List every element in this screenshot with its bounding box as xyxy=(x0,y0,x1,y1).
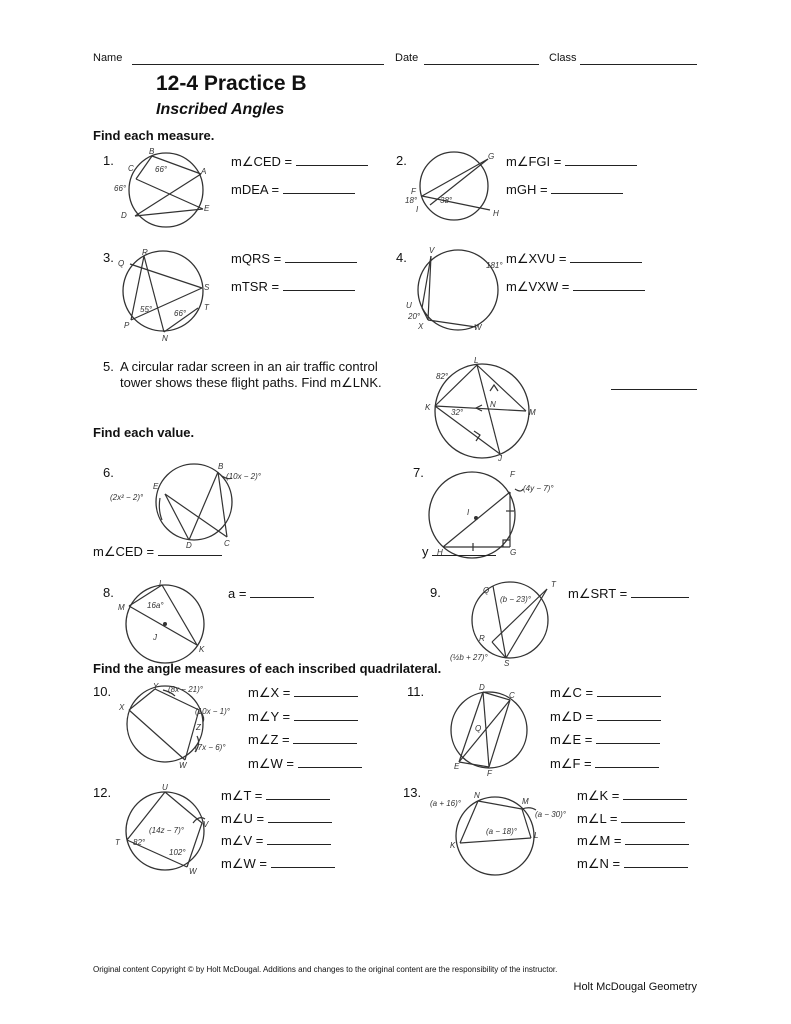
p10-prompt-4 xyxy=(248,755,362,772)
fig4-label-U: U xyxy=(406,301,412,310)
fig13-label-K: K xyxy=(450,841,456,850)
fig13-angle-3: (a − 18)° xyxy=(486,827,517,836)
p8-answer-1[interactable] xyxy=(250,585,314,598)
p3-prompt-1-text: mQRS = xyxy=(231,251,282,266)
p13-prompt-4-text: m∠N = xyxy=(577,856,621,871)
fig9-label-S: S xyxy=(504,659,510,668)
p1-answer-1[interactable] xyxy=(296,153,368,166)
p11-prompt-4-text: m∠F = xyxy=(550,756,592,771)
p12-prompt-1 xyxy=(221,787,330,804)
fig13-label-M: M xyxy=(522,797,529,806)
figure-11 xyxy=(445,682,535,778)
p6-answer-1[interactable] xyxy=(158,543,222,556)
p4-prompt-2-text: m∠VXW = xyxy=(506,279,570,294)
figure-12 xyxy=(113,785,218,877)
fig9-label-Q: Q xyxy=(483,586,490,595)
fig13-label-L: L xyxy=(534,831,539,840)
copyright-notice: Original content Copyright © by Holt McDougal. Additions and changes to the original content are the responsibility of the instructor. xyxy=(93,965,558,974)
p12-prompt-4 xyxy=(221,855,335,872)
problem-7-number: 7. xyxy=(413,465,424,480)
fig4-label-X: X xyxy=(418,322,424,331)
fig9-arc-2: (½b + 27)° xyxy=(450,653,488,662)
p10-prompt-3 xyxy=(248,731,357,748)
fig12-label-T: T xyxy=(115,838,120,847)
date-line[interactable] xyxy=(424,52,539,65)
p11-answer-1[interactable] xyxy=(597,684,661,697)
fig12-label-V: V xyxy=(203,820,209,829)
fig3-label-T: T xyxy=(204,303,209,312)
fig5-label-N: N xyxy=(490,400,496,409)
p2-prompt-2-text: mGH = xyxy=(506,182,548,197)
p2-prompt-2 xyxy=(506,181,623,197)
p5-answer[interactable] xyxy=(611,377,697,390)
p9-prompt-1 xyxy=(568,585,689,602)
p1-answer-2[interactable] xyxy=(283,181,355,194)
p1-prompt-1 xyxy=(231,153,368,170)
p8-prompt-1-text: a = xyxy=(228,586,247,601)
p2-answer-2[interactable] xyxy=(551,181,623,194)
fig7-label-H: H xyxy=(437,548,443,557)
fig12-label-U: U xyxy=(162,783,168,792)
fig10-angle-3: (7x − 6)° xyxy=(195,743,226,752)
fig9-label-R: R xyxy=(479,634,485,643)
p11-prompt-2 xyxy=(550,708,661,725)
p12-prompt-3 xyxy=(221,832,331,849)
problem-3-number: 3. xyxy=(103,250,114,265)
problem-10-number: 10. xyxy=(93,684,112,699)
date-label: Date xyxy=(395,52,419,64)
fig2-angle-1: 18° xyxy=(405,196,418,205)
fig10-label-Z: Z xyxy=(196,723,201,732)
figure-8 xyxy=(115,578,225,666)
p10-prompt-2-text: m∠Y = xyxy=(248,709,291,724)
fig6-label-D: D xyxy=(186,541,192,550)
p4-prompt-1 xyxy=(506,250,642,267)
p2-prompt-1 xyxy=(506,153,637,170)
fig12-label-W: W xyxy=(189,867,197,876)
fig2-label-H: H xyxy=(493,209,499,218)
p11-prompt-1 xyxy=(550,684,661,701)
fig1-label-E: E xyxy=(204,204,210,213)
p12-prompt-3-text: m∠V = xyxy=(221,833,264,848)
fig7-arc: (4y − 7)° xyxy=(523,484,554,493)
problem-12-number: 12. xyxy=(93,785,112,800)
fig10-angle-1: (8x − 21)° xyxy=(168,685,203,694)
fig7-label-F: F xyxy=(510,470,515,479)
p2-prompt-1-text: m∠FGI = xyxy=(506,154,562,169)
p11-prompt-2-text: m∠D = xyxy=(550,709,594,724)
problem-4-number: 4. xyxy=(396,250,407,265)
fig9-arc-1: (b − 23)° xyxy=(500,595,531,604)
problem-13-number: 13. xyxy=(403,785,422,800)
figure-3 xyxy=(116,246,216,346)
p6-prompt-1 xyxy=(93,543,222,560)
figure-1 xyxy=(112,148,222,233)
p13-prompt-2-text: m∠L = xyxy=(577,811,618,826)
problem-1-number: 1. xyxy=(103,153,114,168)
fig4-label-V: V xyxy=(429,246,435,255)
p4-prompt-1-text: m∠XVU = xyxy=(506,251,567,266)
figure-2 xyxy=(402,148,507,223)
fig3-label-Q: Q xyxy=(118,259,125,268)
p3-prompt-2-text: mTSR = xyxy=(231,279,280,294)
p12-answer-3[interactable] xyxy=(267,832,331,845)
p11-prompt-3-text: m∠E = xyxy=(550,732,593,747)
fig6-label-C: C xyxy=(224,539,230,548)
fig1-label-A: A xyxy=(201,167,207,176)
p13-answer-4[interactable] xyxy=(624,855,688,868)
fig5-label-J: J xyxy=(498,454,502,463)
p11-prompt-4 xyxy=(550,755,659,772)
fig8-angle: 16a° xyxy=(147,601,164,610)
problem-5-text-line-1: A circular radar screen in an air traffic control xyxy=(120,359,378,374)
book-title: Holt McDougal Geometry xyxy=(573,981,697,993)
fig3-label-N: N xyxy=(162,334,168,343)
section-find-measure: Find each measure. xyxy=(93,128,215,143)
p13-prompt-3-text: m∠M = xyxy=(577,833,622,848)
fig13-label-N: N xyxy=(474,791,480,800)
figure-6 xyxy=(110,458,290,550)
p7-prompt-1 xyxy=(422,543,496,559)
fig3-angle-2: 66° xyxy=(174,309,187,318)
name-label: Name xyxy=(93,52,123,64)
figure-4 xyxy=(404,244,509,336)
figure-10 xyxy=(117,682,247,770)
fig11-label-Q: Q xyxy=(475,724,482,733)
p13-prompt-2 xyxy=(577,810,685,827)
p10-prompt-1 xyxy=(248,684,358,701)
fig10-label-Y: Y xyxy=(153,682,159,691)
p6-prompt-1-text: m∠CED = xyxy=(93,544,155,559)
fig11-label-D: D xyxy=(479,683,485,692)
page-title: 12-4 Practice B xyxy=(156,72,307,95)
fig4-arc-181: 181° xyxy=(486,261,503,270)
name-line[interactable] xyxy=(132,52,384,65)
fig5-label-M: M xyxy=(529,408,536,417)
fig7-label-G: G xyxy=(510,548,517,557)
p1-prompt-2 xyxy=(231,181,355,197)
p12-prompt-2 xyxy=(221,810,332,827)
fig8-label-M: M xyxy=(118,603,125,612)
p11-prompt-1-text: m∠C = xyxy=(550,685,594,700)
p13-answer-2[interactable] xyxy=(621,810,685,823)
fig10-angle-2: (10x − 1)° xyxy=(195,707,230,716)
figure-13 xyxy=(430,788,575,880)
fig1-label-C: C xyxy=(128,164,134,173)
fig3-angle-1: 55° xyxy=(140,305,153,314)
section-quadrilateral: Find the angle measures of each inscribed quadrilateral. xyxy=(93,661,442,676)
fig6-arc-1: (10x − 2)° xyxy=(226,472,261,481)
fig4-label-W: W xyxy=(474,323,482,332)
fig1-label-B: B xyxy=(149,147,155,156)
problem-9-number: 9. xyxy=(430,585,441,600)
p2-answer-1[interactable] xyxy=(565,153,637,166)
fig5-label-L: L xyxy=(474,356,479,365)
p12-prompt-2-text: m∠U = xyxy=(221,811,265,826)
fig10-label-W: W xyxy=(179,761,187,770)
fig5-arc-82: 82° xyxy=(436,372,449,381)
fig8-label-J: J xyxy=(153,633,157,642)
p10-prompt-4-text: m∠W = xyxy=(248,756,294,771)
p12-answer-4[interactable] xyxy=(271,855,335,868)
p3-answer-1[interactable] xyxy=(285,250,357,263)
fig13-angle-2: (a − 30)° xyxy=(535,810,566,819)
class-label: Class xyxy=(549,52,577,64)
p10-prompt-3-text: m∠Z = xyxy=(248,732,290,747)
p12-answer-1[interactable] xyxy=(266,787,330,800)
problem-6-number: 6. xyxy=(103,465,114,480)
p9-prompt-1-text: m∠SRT = xyxy=(568,586,628,601)
fig7-label-I: I xyxy=(467,508,470,517)
problem-5-number: 5. xyxy=(103,359,114,374)
p9-answer-1[interactable] xyxy=(631,585,689,598)
fig5-label-K: K xyxy=(425,403,431,412)
problem-5-text-line-2: tower shows these flight paths. Find m∠LNK. xyxy=(120,375,382,390)
p12-answer-2[interactable] xyxy=(268,810,332,823)
p4-prompt-2 xyxy=(506,278,645,295)
p12-prompt-4-text: m∠W = xyxy=(221,856,267,871)
fig6-arc-2: (2x² − 2)° xyxy=(110,493,144,502)
p13-prompt-4 xyxy=(577,855,688,872)
p13-answer-3[interactable] xyxy=(625,832,689,845)
p11-answer-4[interactable] xyxy=(595,755,659,768)
fig3-label-P: P xyxy=(124,321,130,330)
fig6-label-E: E xyxy=(153,482,159,491)
p11-answer-2[interactable] xyxy=(597,708,661,721)
p10-prompt-1-text: m∠X = xyxy=(248,685,291,700)
p4-answer-2[interactable] xyxy=(573,278,645,291)
fig11-label-F: F xyxy=(487,769,492,778)
section-find-value: Find each value. xyxy=(93,425,195,440)
problem-2-number: 2. xyxy=(396,153,407,168)
fig1-angle-1: 66° xyxy=(114,184,127,193)
class-line[interactable] xyxy=(580,52,697,65)
p12-prompt-1-text: m∠T = xyxy=(221,788,263,803)
fig2-label-G: G xyxy=(488,152,495,161)
p1-prompt-1-text: m∠CED = xyxy=(231,154,293,169)
fig8-label-L: L xyxy=(159,579,164,588)
fig4-arc-20: 20° xyxy=(408,312,421,321)
p3-prompt-1 xyxy=(231,250,357,266)
p4-answer-1[interactable] xyxy=(570,250,642,263)
figure-9 xyxy=(448,576,563,668)
fig2-label-I: I xyxy=(416,205,419,214)
p8-prompt-1 xyxy=(228,585,314,601)
p10-answer-1[interactable] xyxy=(294,684,358,697)
problem-8-number: 8. xyxy=(103,585,114,600)
problem-11-number: 11. xyxy=(407,684,425,699)
fig8-label-K: K xyxy=(199,645,205,654)
p10-answer-4[interactable] xyxy=(298,755,362,768)
fig1-label-D: D xyxy=(121,211,127,220)
p1-prompt-2-text: mDEA = xyxy=(231,182,280,197)
fig12-angle-3: 102° xyxy=(169,848,186,857)
p3-prompt-2 xyxy=(231,278,355,294)
fig3-label-S: S xyxy=(204,283,210,292)
fig12-angle-1: (14z − 7)° xyxy=(149,826,184,835)
page-subtitle: Inscribed Angles xyxy=(156,101,285,118)
fig10-label-X: X xyxy=(119,703,125,712)
fig5-angle-32: 32° xyxy=(451,408,464,417)
figure-5 xyxy=(422,355,542,463)
fig11-label-E: E xyxy=(454,762,460,771)
p13-prompt-1 xyxy=(577,787,687,804)
fig3-label-R: R xyxy=(142,248,148,257)
p10-prompt-2 xyxy=(248,708,358,725)
p13-answer-1[interactable] xyxy=(623,787,687,800)
p10-answer-2[interactable] xyxy=(294,708,358,721)
fig2-angle-2: 38° xyxy=(440,196,453,205)
p3-answer-2[interactable] xyxy=(283,278,355,291)
fig12-angle-2: 82° xyxy=(133,838,146,847)
fig2-label-F: F xyxy=(411,187,416,196)
fig13-angle-1: (a + 16)° xyxy=(430,799,461,808)
p13-prompt-3 xyxy=(577,832,689,849)
p10-answer-3[interactable] xyxy=(293,731,357,744)
p7-answer-1[interactable] xyxy=(432,543,496,556)
fig6-label-B: B xyxy=(218,462,224,471)
fig1-angle-2: 66° xyxy=(155,165,168,174)
p11-answer-3[interactable] xyxy=(596,731,660,744)
fig9-label-T: T xyxy=(551,580,556,589)
fig11-label-C: C xyxy=(509,691,515,700)
p11-prompt-3 xyxy=(550,731,660,748)
p7-prompt-1-text: y xyxy=(422,544,429,559)
p13-prompt-1-text: m∠K = xyxy=(577,788,620,803)
